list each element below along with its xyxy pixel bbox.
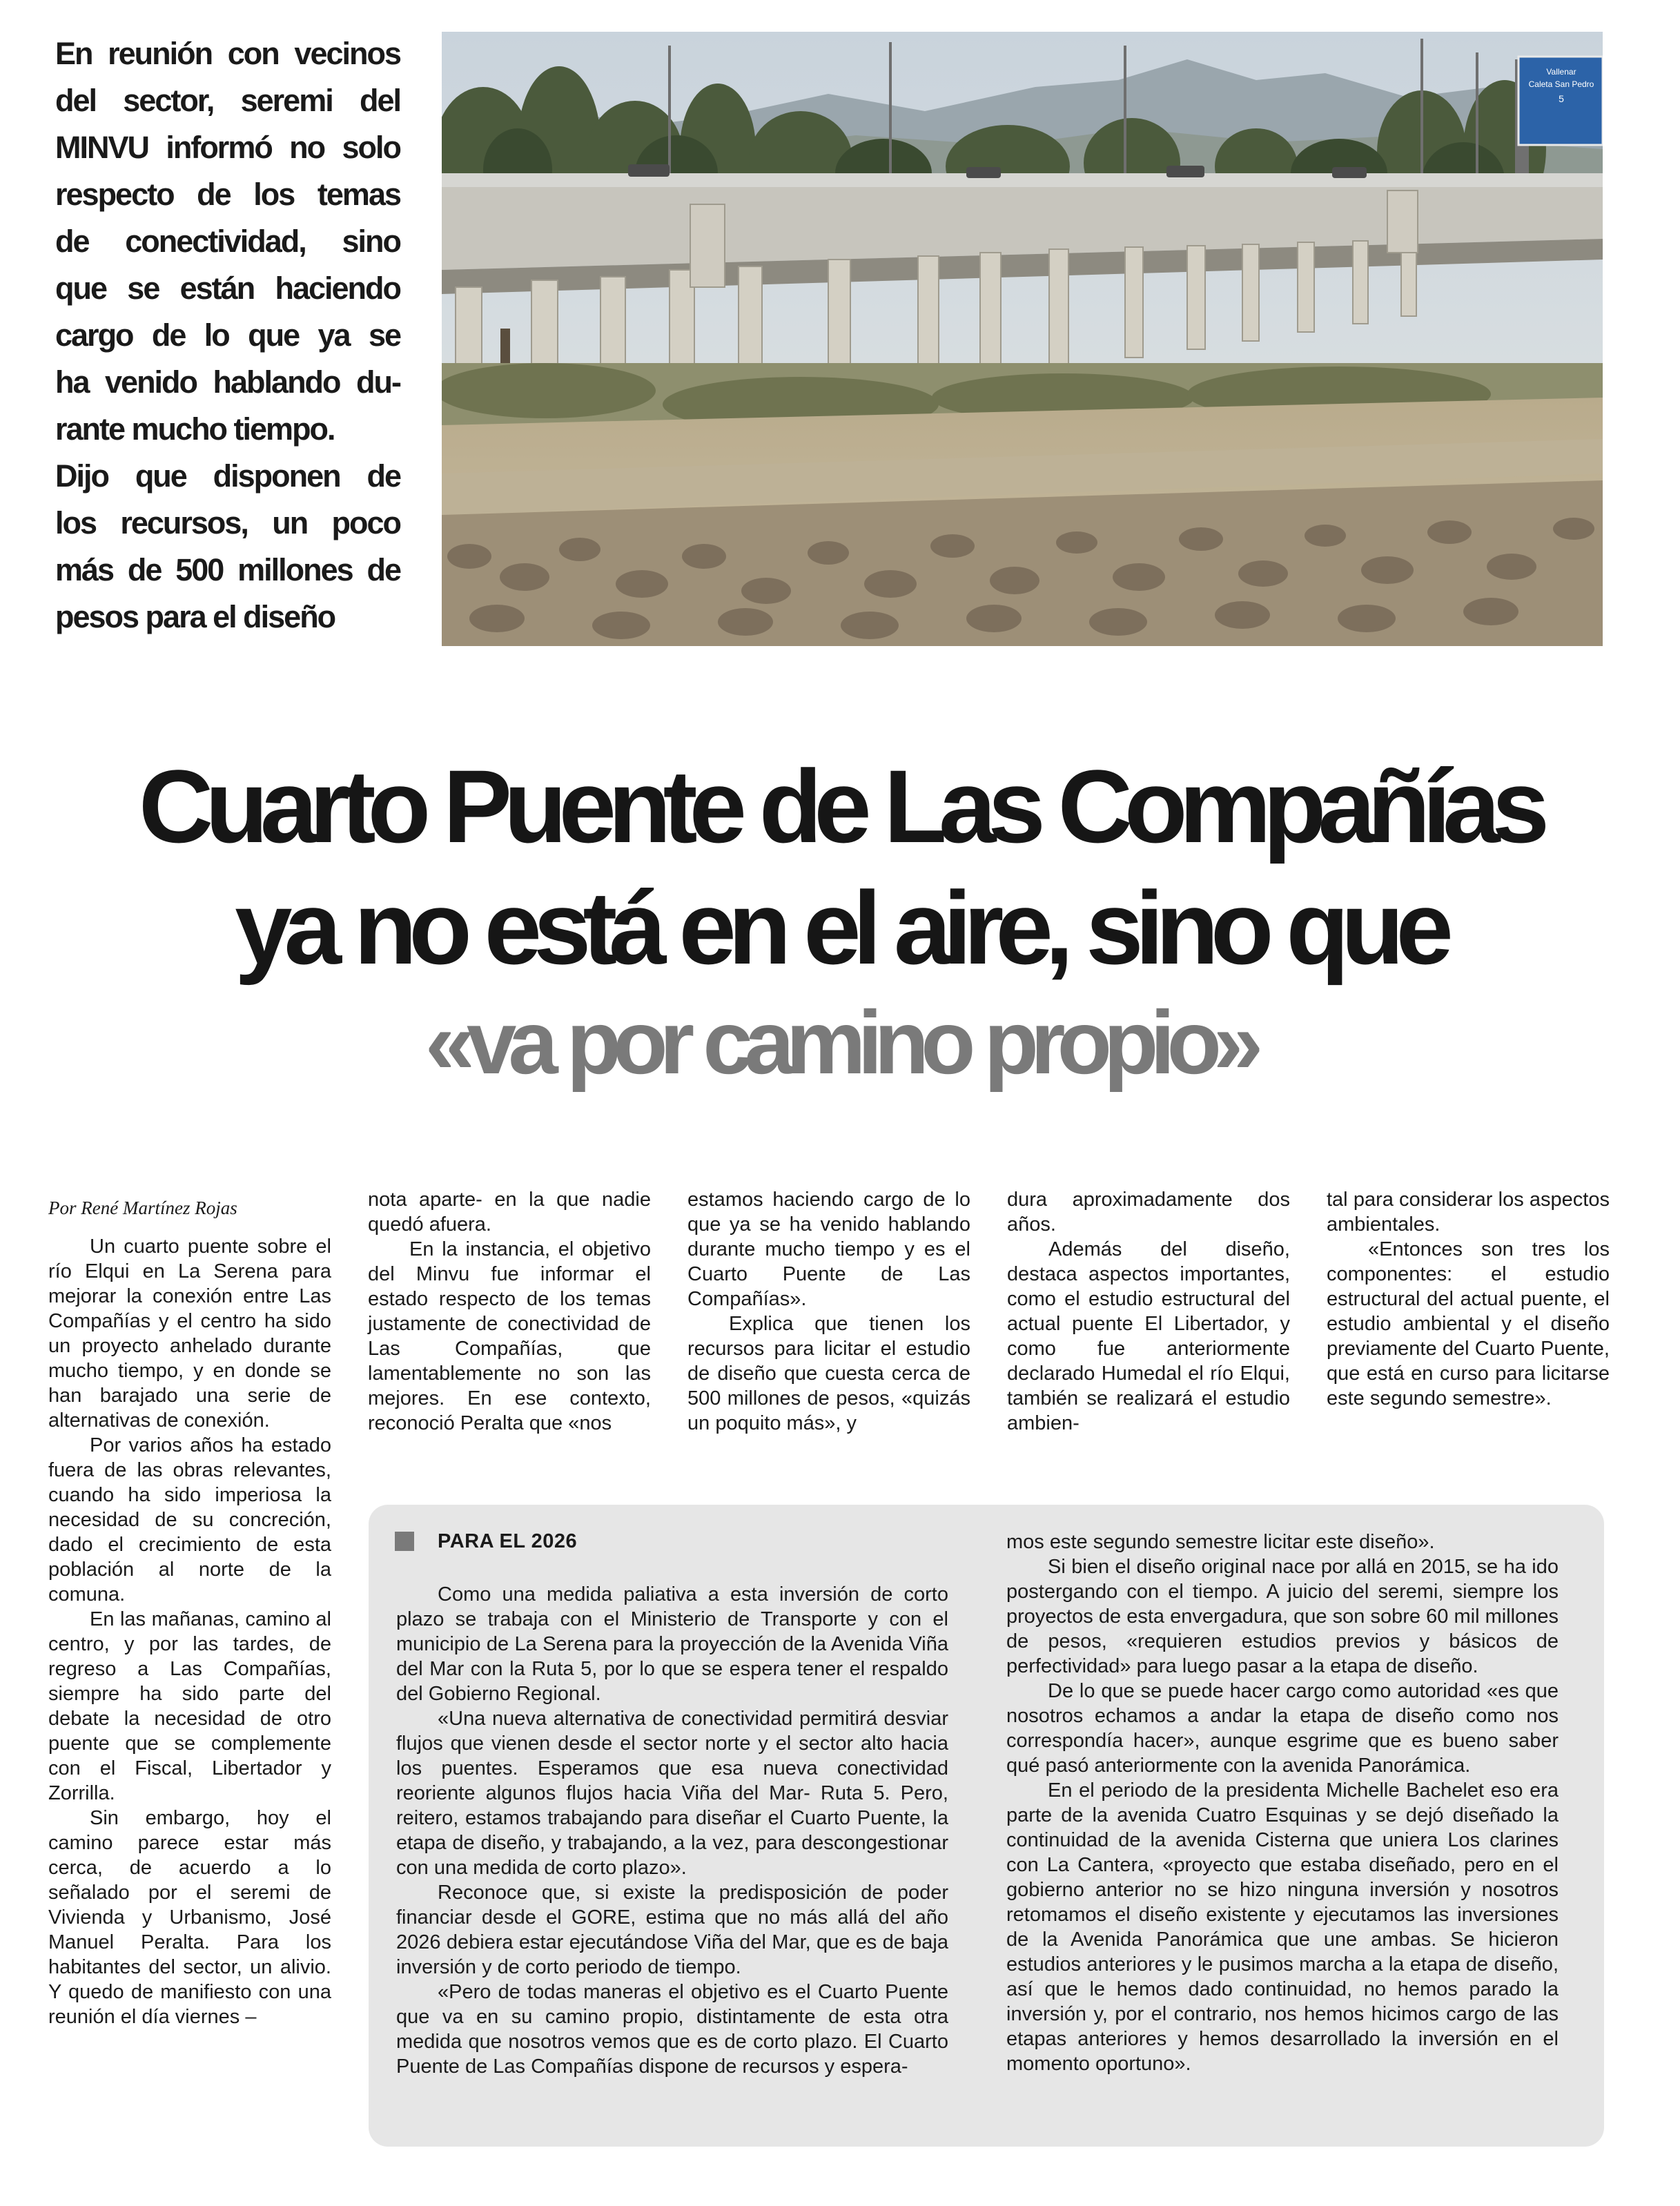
paragraph: De lo que se puede hacer cargo como autoridad «es que nosotros echamos a andar la etapa de diseño como nos correspondía hacer», aunque esgrime que es bueno saber qué pasó anteriormente con la avenida Panorámica. xyxy=(1006,1680,1559,1777)
paragraph: En las mañanas, camino al centro, y por las tardes, de regreso a Las Compañías, siempre ha sido parte del debate la necesidad de otro puente que se complemente con el Fiscal, Libertador y Zorrilla. xyxy=(48,1608,331,1804)
lead-line: que se están haciendo xyxy=(55,271,400,306)
article-column-1 xyxy=(48,1187,331,2029)
lead-line: los recursos, un poco xyxy=(55,505,400,540)
paragraph: Explica que tienen los recursos para licitar el estudio de diseño que cuesta cerca de 500 millones de pesos, «quizás un poquito más», y xyxy=(687,1313,970,1434)
sidebar-column-left xyxy=(396,1582,948,2079)
lead-line: respecto de los temas xyxy=(55,177,400,212)
lead-line: del sector, seremi del xyxy=(55,83,400,118)
headline-line-1: Cuarto Puente de Las Compañías xyxy=(138,748,1542,864)
bridge-photo-illustration xyxy=(442,32,1603,646)
paragraph: «Una nueva alternativa de conectividad permitirá desviar flujos que vienen desde el sector norte y el sector alto hacia los puentes. Esperamos que esa nueva conectividad reoriente algunos flujos hacia Viña del Mar- Ruta 5. Pero, reitero, estamos trabajando para diseñar el Cuarto Puente, la etapa de diseño, y trabajando, a la vez, para descongestionar con una medida de corto plazo». xyxy=(396,1708,948,1879)
paragraph: Reconoce que, si existe la predisposición de poder financiar desde el GORE, estima que no más allá del año 2026 debiera estar ejecutándose Viña del Mar, que es de baja inversión y de corto periodo de tiempo. xyxy=(396,1882,948,1978)
article-column-2 xyxy=(368,1187,651,1436)
paragraph: estamos haciendo cargo de lo que ya se ha venido hablando durante mucho tiempo y es el Cuarto Puente de Las Compañías». xyxy=(687,1189,970,1310)
paragraph: nota aparte- en la que nadie quedó afuera. xyxy=(368,1189,651,1236)
lead-line: Dijo que disponen de xyxy=(55,458,400,494)
article-column-4 xyxy=(1007,1187,1290,1436)
paragraph: «Entonces son tres los componentes: el estudio estructural del actual puente, el estudio ambiental y el diseño previamente del Cuarto Puente, que está en curso para licitarse este segundo semestre». xyxy=(1327,1238,1610,1409)
headline-line-2: ya no está en el aire, sino que xyxy=(235,870,1445,986)
square-bullet-icon xyxy=(395,1532,414,1551)
road-sign-text-1: Vallenar xyxy=(1546,67,1576,77)
article-column-3 xyxy=(687,1187,970,1436)
paragraph: Como una medida paliativa a esta inversión de corto plazo se trabaja con el Ministerio de Transporte y con el municipio de La Serena para la proyección de la Avenida Viña del Mar con la Ruta 5, por lo que se espera tener el respaldo del Gobierno Regional. xyxy=(396,1583,948,1705)
sidebar-box-header xyxy=(395,1527,577,1555)
paragraph: «Pero de todas maneras el objetivo es el Cuarto Puente que va en su camino propio, distintamente de esta otra medida que nosotros vemos que es de corto plazo. El Cuarto Puente de Las Compañías dispone de recursos y espera- xyxy=(396,1981,948,2078)
sidebar-column-right xyxy=(1006,1530,1559,2076)
lead-line: En reunión con vecinos xyxy=(55,36,400,71)
paragraph: En la instancia, el objetivo del Minvu fue informar el estado respecto de los temas justamente de conectividad de Las Compañías, que lamentablemente no son las mejores. En ese contexto, reconoció Peralta que «nos xyxy=(368,1238,651,1434)
headline xyxy=(0,745,1680,1096)
lead-line: pesos para el diseño xyxy=(55,599,335,634)
lead-paragraph xyxy=(55,30,400,641)
lead-line: ha venido hablando du- xyxy=(55,364,400,400)
paragraph: dura aproximadamente dos años. xyxy=(1007,1189,1290,1236)
lead-line: rante mucho tiempo. xyxy=(55,411,335,447)
road-sign-text-2: Caleta San Pedro xyxy=(1528,79,1594,89)
road-sign-text-3: 5 xyxy=(1559,93,1564,104)
paragraph: Además del diseño, destaca aspectos importantes, como el estudio estructural del actual puente El Libertador, y como fue anteriormente declarado Humedal el río Elqui, también se realizará el estudio ambien- xyxy=(1007,1238,1290,1434)
paragraph: Sin embargo, hoy el camino parece estar más cerca, de acuerdo a lo señalado por el seremi de Vivienda y Urbanismo, José Manuel Peralta. Para los habitantes del sector, un alivio. Y quedo de manifiesto con una reunión el día viernes – xyxy=(48,1807,331,2028)
lead-line: cargo de lo que ya se xyxy=(55,318,400,353)
paragraph: Un cuarto puente sobre el río Elqui en La Serena para mejorar la conexión entre Las Compañías y el centro ha sido un proyecto anhelado durante mucho tiempo, y en donde se han barajado una serie de alternativas de conexión. xyxy=(48,1236,331,1432)
headline-line-3: «va por camino propio» xyxy=(424,992,1256,1093)
byline: Por René Martínez Rojas xyxy=(48,1198,237,1218)
paragraph: Por varios años ha estado fuera de las obras relevantes, cuando ha sido imperiosa la necesidad de su concreción, dado el crecimiento de esta población al norte de la comuna. xyxy=(48,1434,331,1605)
article-column-5 xyxy=(1327,1187,1610,1411)
sidebar-box-title: PARA EL 2026 xyxy=(438,1530,578,1552)
paragraph: En el periodo de la presidenta Michelle Bachelet eso era parte de la avenida Cuatro Esquinas y se dejó diseñado la continuidad de la avenida Cisterna que uniera Los clarines con La Cantera, «proyecto que estaba diseñado, pero en el gobierno anterior no se hizo ninguna inversión y nosotros retomamos el diseño existente y ejecutamos las inversiones de la Avenida Panorámica que une ambas. Se hicieron estudios anteriores y le pusimos marcha a la etapa de diseño, así que le hemos dado continuidad, no hemos parado la inversión y, por el contrario, nos hemos hicimos cargo de las etapas anteriores y hemos desarrollado la inversión en el momento oportuno». xyxy=(1006,1779,1559,2075)
lead-line: MINVU informó no solo xyxy=(55,130,400,165)
paragraph: tal para considerar los aspectos ambientales. xyxy=(1327,1189,1610,1236)
lead-line: de conectividad, sino xyxy=(55,224,400,259)
paragraph: mos este segundo semestre licitar este diseño». xyxy=(1006,1531,1435,1553)
lead-line: más de 500 millones de xyxy=(55,552,400,587)
bridge-photo xyxy=(442,32,1603,646)
paragraph: Si bien el diseño original nace por allá en 2015, se ha ido postergando con el tiempo. A juicio del seremi, siempre los proyectos de esta envergadura, que son sobre 60 mil millones de pesos, «requieren estudios previos y básicos de perfectividad» para luego pasar a la etapa de diseño. xyxy=(1006,1556,1559,1677)
